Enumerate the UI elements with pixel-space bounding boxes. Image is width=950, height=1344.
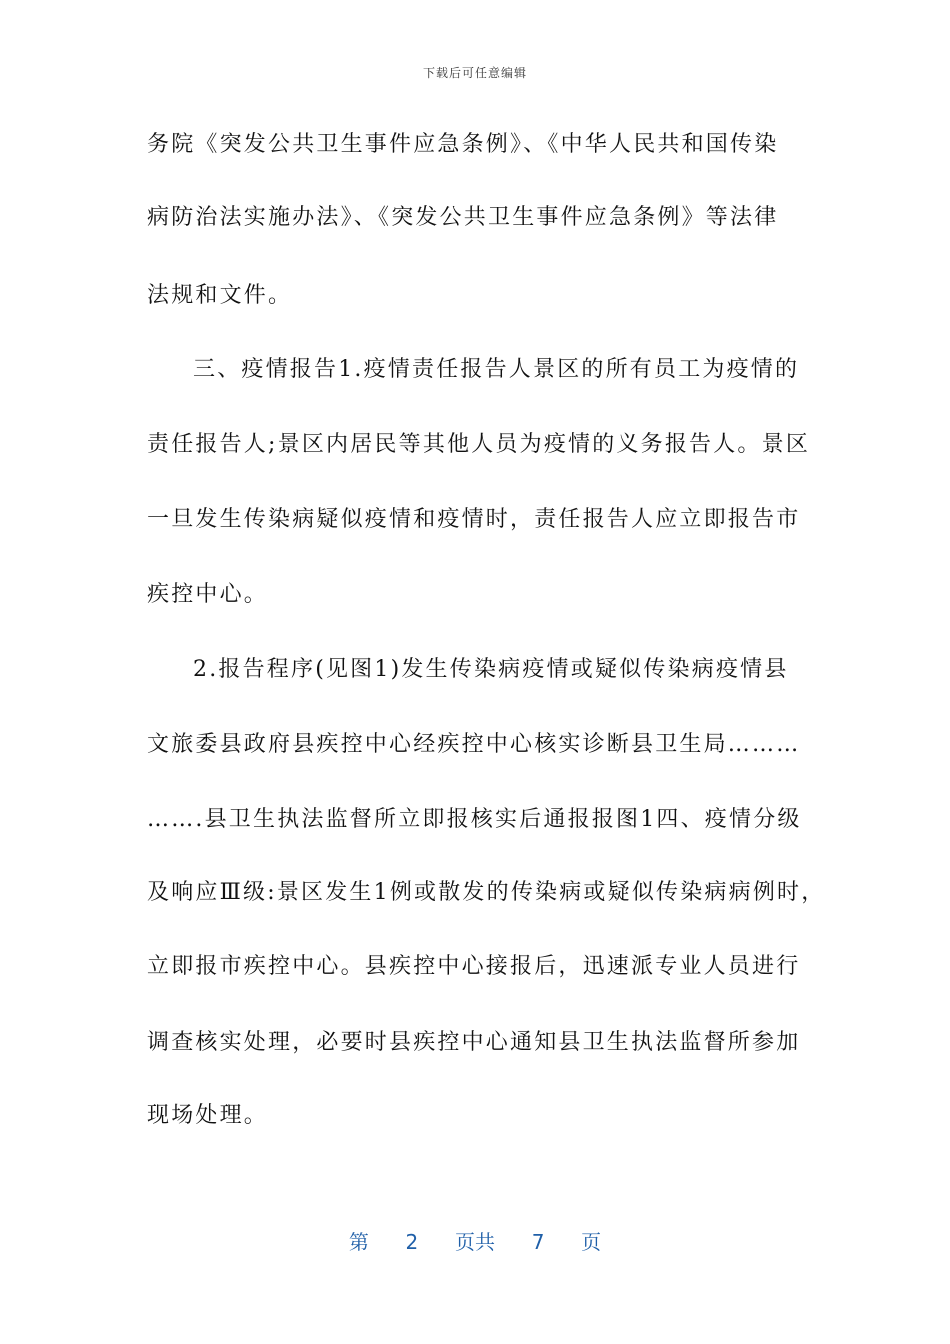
footer-prefix: 第 [348, 1230, 369, 1254]
footer-total-pages: 7 [531, 1230, 545, 1254]
body-line: 责任报告人;景区内居民等其他人员为疫情的义务报告人。景区 [147, 432, 811, 457]
footer-current-page: 2 [405, 1230, 419, 1254]
paragraph-heading-line: 2.报告程序(见图1)发生传染病疫情或疑似传染病疫情县 [193, 657, 789, 682]
body-line: 疾控中心。 [147, 582, 269, 607]
footer-suffix: 页 [581, 1230, 602, 1254]
body-line: 立即报市疾控中心。县疾控中心接报后，迅速派专业人员进行 [147, 954, 801, 979]
body-line: 法规和文件。 [147, 283, 293, 308]
body-line: …….县卫生执法监督所立即报核实后通报报图1四、疫情分级 [147, 807, 802, 832]
body-line: 及响应Ⅲ级:景区发生1例或散发的传染病或疑似传染病病例时， [147, 880, 826, 905]
body-line: 病防治法实施办法》、《突发公共卫生事件应急条例》等法律 [147, 205, 779, 230]
body-line: 现场处理。 [147, 1103, 269, 1128]
paragraph-heading-line: 三、疫情报告1.疫情责任报告人景区的所有员工为疫情的 [193, 357, 800, 382]
footer-middle: 页共 [455, 1230, 495, 1254]
page-header-note: 下载后可任意编辑 [422, 66, 527, 80]
body-line: 文旅委县政府县疾控中心经疾控中心核实诊断县卫生局……… [147, 732, 801, 757]
page-footer [0, 1226, 950, 1255]
body-line: 调查核实处理，必要时县疾控中心通知县卫生执法监督所参加 [147, 1030, 801, 1055]
body-line: 务院《突发公共卫生事件应急条例》、《中华人民共和国传染 [147, 132, 779, 157]
body-line: 一旦发生传染病疑似疫情和疫情时，责任报告人应立即报告市 [147, 507, 801, 532]
